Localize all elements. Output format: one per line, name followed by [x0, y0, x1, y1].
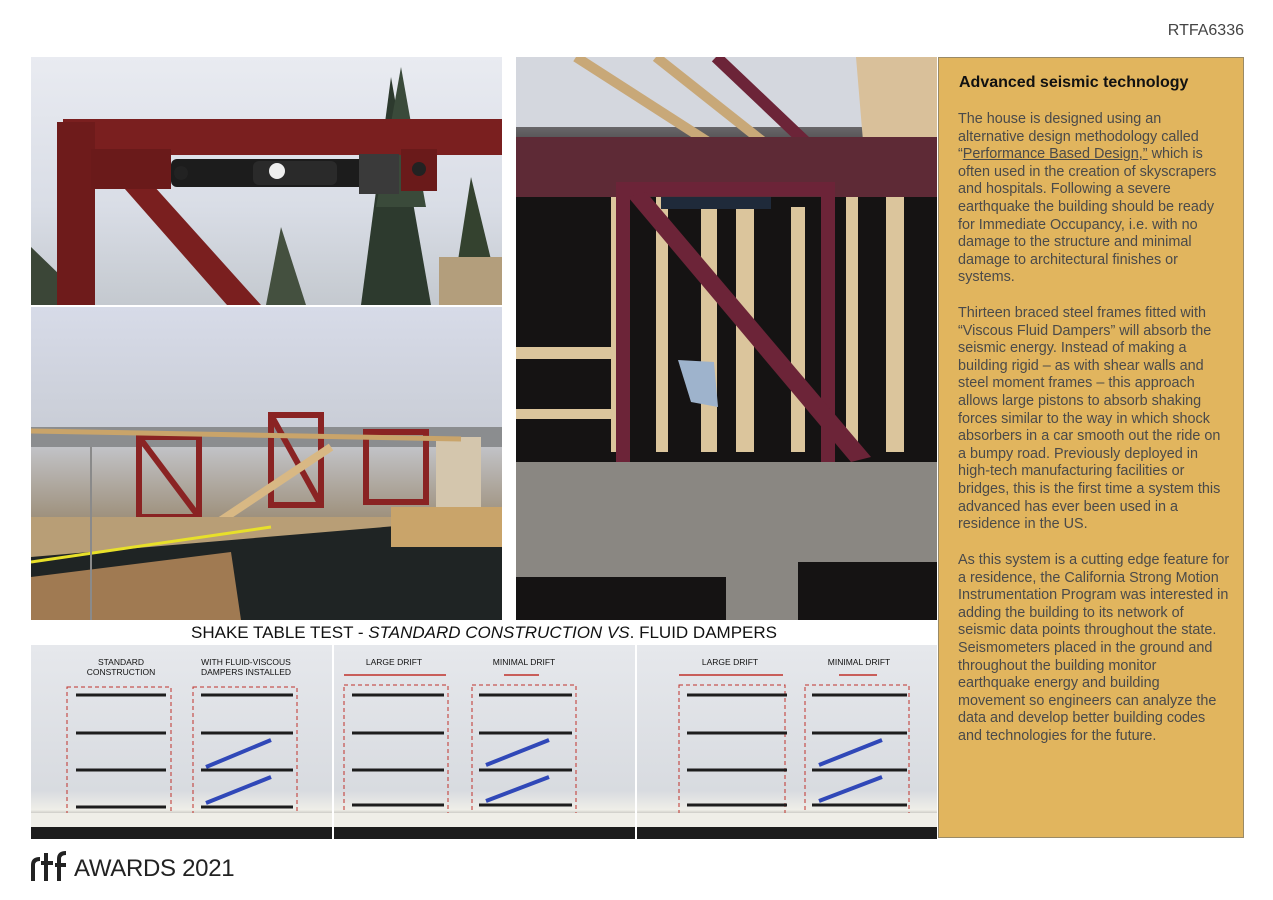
shake-table-panel-drift-1	[334, 645, 635, 839]
sidebar-title: Advanced seismic technology	[959, 74, 1189, 91]
minimal-drift-label: MINIMAL DRIFT	[492, 657, 556, 667]
large-drift-label: LARGE DRIFT	[701, 657, 759, 667]
shake-table-caption: SHAKE TABLE TEST - STANDARD CONSTRUCTION VS. FLUID DAMPERS	[190, 623, 777, 642]
awards-label: AWARDS 2021	[74, 855, 235, 882]
fluid-dampers-label: WITH FLUID-VISCOUS DAMPERS INSTALLED	[200, 657, 292, 677]
large-drift-label: LARGE DRIFT	[365, 657, 423, 667]
sidebar-paragraph-2: Thirteen braced steel frames fitted with “Viscous Fluid Dampers” will absorb the seismic energy. Instead of making a building rigid – as with shear walls and steel moment frames – this approach allows large pistons to absorb shaking forces similar to the way in which shock absorbers in a car smooth out the ride on a bumpy road. Previously deployed in high-tech manufacturing facilities or bridges, this is the first time a system this advanced has ever been used in a residence in the US.	[958, 305, 1221, 533]
standard-construction-label: STANDARD CONSTRUCTION	[86, 657, 156, 677]
shake-table-panel-standard-vs-dampers	[31, 645, 332, 839]
construction-site-photo	[31, 307, 502, 620]
document-code: RTFA6336	[1167, 22, 1244, 39]
seismic-technology-sidebar	[938, 57, 1244, 838]
damper-closeup-photo	[31, 57, 502, 305]
performance-based-design-link[interactable]: Performance Based Design,”	[962, 146, 1148, 163]
minimal-drift-label: MINIMAL DRIFT	[827, 657, 891, 667]
sidebar-paragraph-1: The house is designed using an alternative design methodology called “Performance Based Design,” which is often used in the creation of skyscrapers and hospitals. Following a severe earthquake the building should be ready for Immediate Occupancy, i.e. with no damage to the structure and minimal damage to architectural finishes or systems.	[958, 111, 1217, 286]
rtf-logo-icon	[31, 850, 69, 886]
braced-frame-wall-photo	[516, 57, 937, 620]
shake-table-panel-drift-2	[637, 645, 937, 839]
sidebar-paragraph-3: As this system is a cutting edge feature for a residence, the California Strong Motion Instrumentation Program was interested in adding the building to its network of seismic data points throughout the state. Seismometers placed in the ground and throughout the building monitor earthquake energy and building movement so engineers can analyze the data and develop better building codes and technologies for the future.	[958, 552, 1230, 744]
